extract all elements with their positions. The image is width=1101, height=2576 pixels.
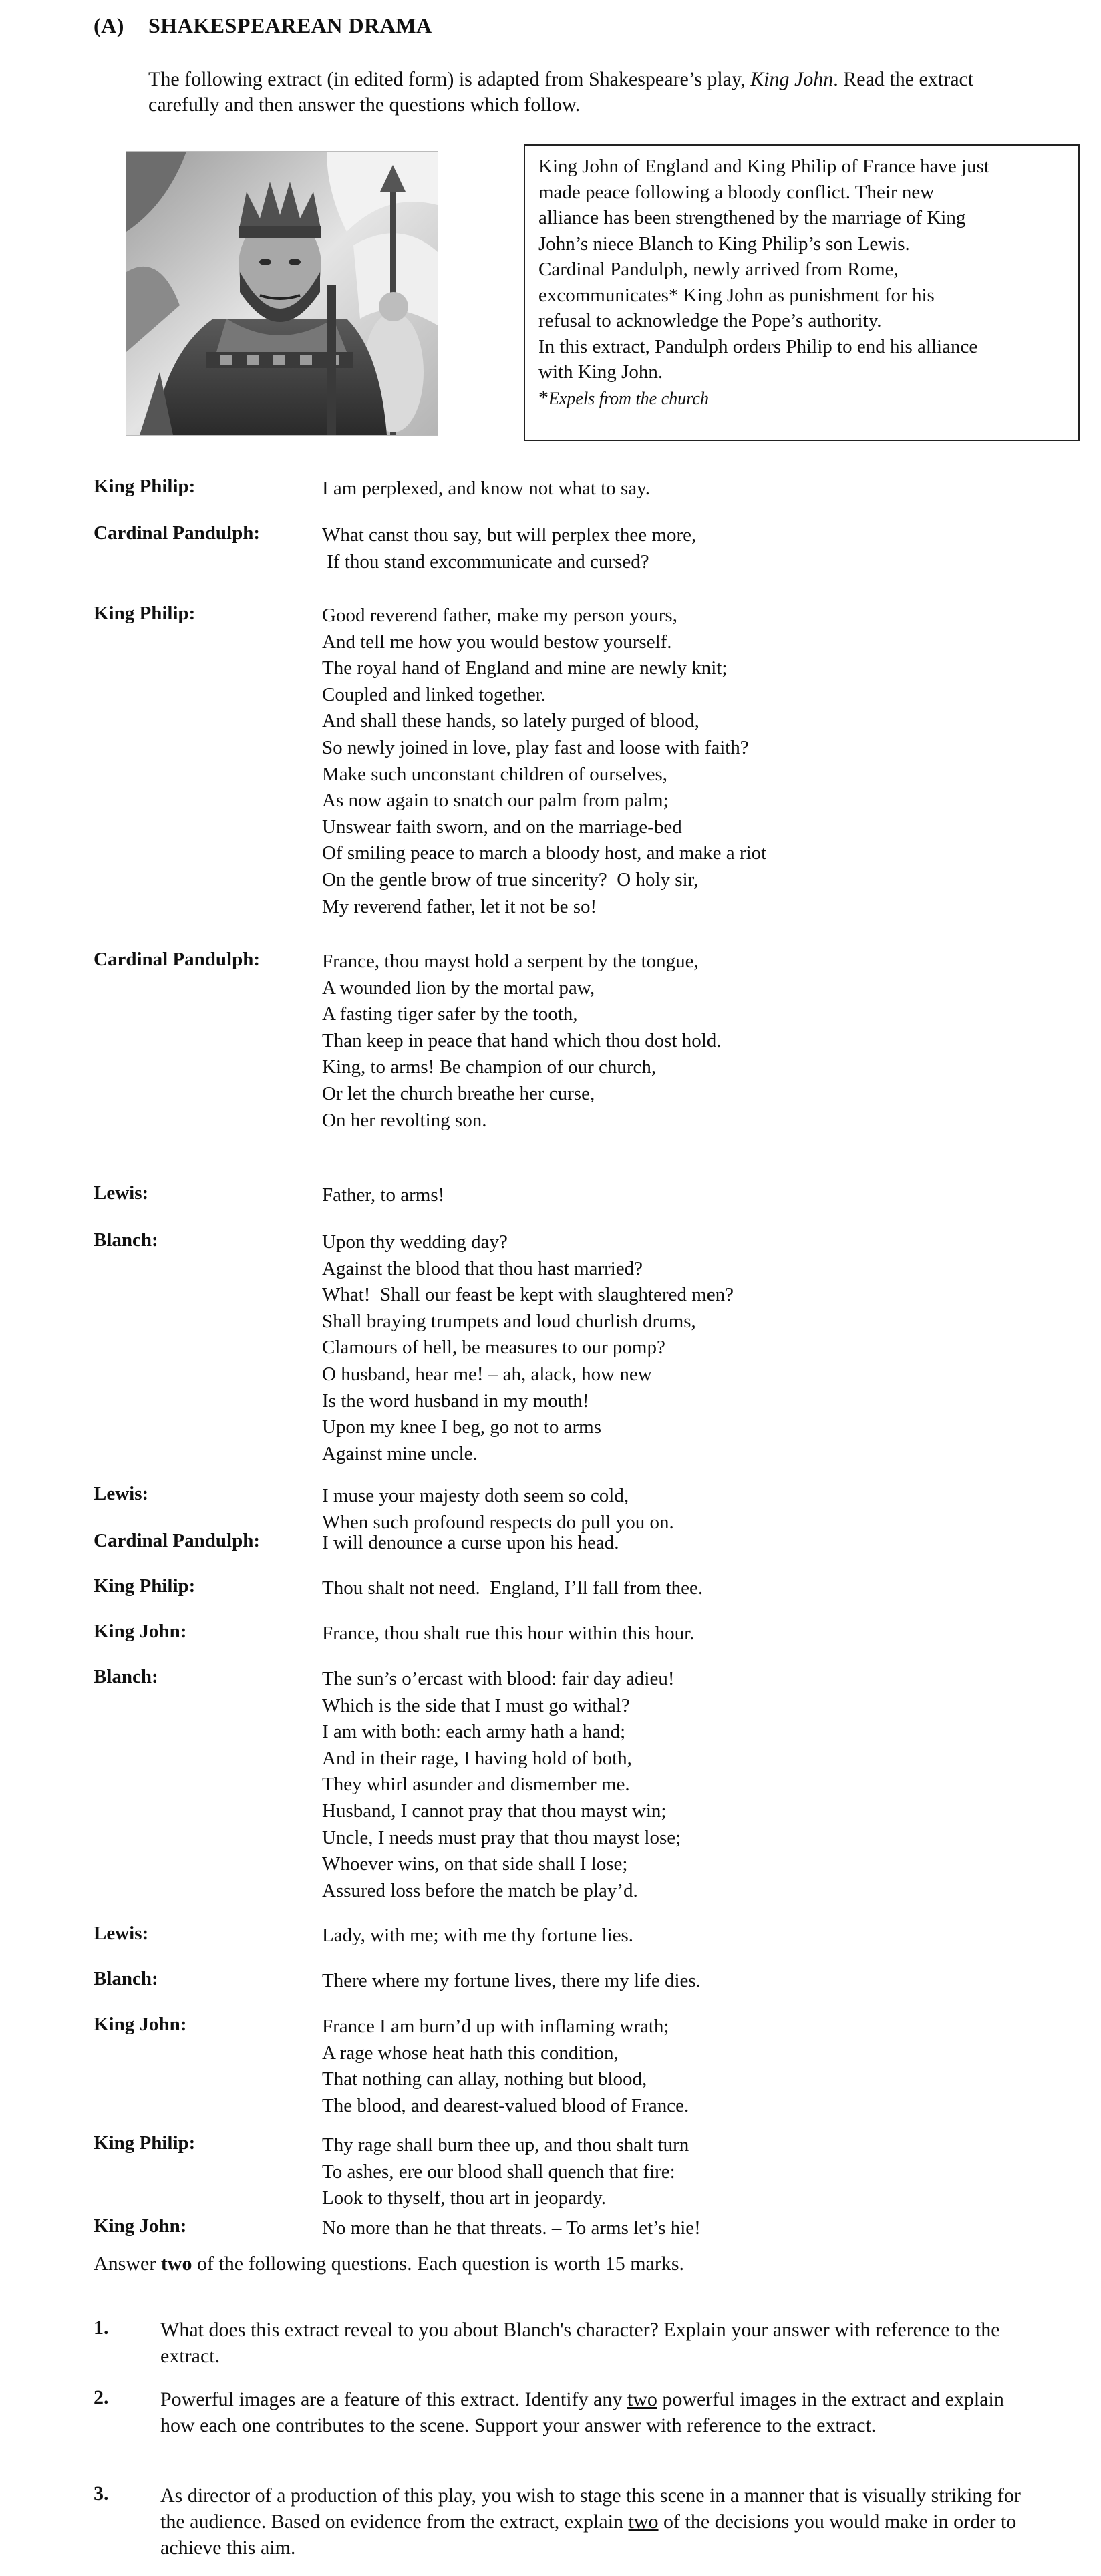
speech-line: And tell me how you would bestow yourself.	[322, 631, 672, 653]
speech-line: Against mine uncle.	[322, 1442, 478, 1464]
intro-text-after: . Read the extract carefully and then answer the questions which follow.	[148, 68, 974, 116]
speech-line: Coupled and linked together.	[322, 683, 546, 705]
intro-text-before: The following extract (in edited form) is adapted from Shakespeare’s play,	[148, 68, 751, 90]
context-footnote	[538, 385, 1065, 412]
question-number: 1.	[94, 2317, 109, 2339]
context-line: Cardinal Pandulph, newly arrived from Rome,	[538, 259, 899, 280]
speech-line: Is the word husband in my mouth!	[322, 1390, 589, 1412]
speech-line: Shall braying trumpets and loud churlish drums,	[322, 1310, 696, 1332]
speech-line: Upon my knee I beg, go not to arms	[322, 1416, 602, 1438]
speech-line: I am perplexed, and know not what to say.	[322, 478, 650, 499]
speech-line: And in their rage, I having hold of both,	[322, 1747, 632, 1769]
speech-line: If thou stand excommunicate and cursed?	[322, 550, 649, 573]
speaker-name: Cardinal Pandulph:	[94, 522, 261, 544]
speech-line: The blood, and dearest-valued blood of France.	[322, 2094, 689, 2116]
speech-line: On the gentle brow of true sincerity? O holy sir,	[322, 869, 699, 891]
speaker-name: King Philip:	[94, 603, 196, 624]
section-label: (A)	[94, 13, 124, 37]
speaker-name: Lewis:	[94, 1923, 149, 1944]
question-text-part: As director of a production of this play, you wish to stage this scene in a manner that is visually striking for the audience. Based on evidence from the extract, explain	[160, 2484, 1021, 2533]
speech-line: I am with both: each army hath a hand;	[322, 1721, 626, 1743]
speech-line: As now again to snatch our palm from palm;	[322, 790, 669, 812]
play-title: King John	[750, 68, 834, 90]
question-text	[160, 2317, 1022, 2369]
speaker-name: Lewis:	[94, 1182, 149, 1204]
speech-line: There where my fortune lives, there my life dies.	[322, 1970, 701, 1991]
speech-line: So newly joined in love, play fast and loose with faith?	[322, 737, 749, 758]
speech-line: I muse your majesty doth seem so cold,	[322, 1485, 629, 1506]
question-text-part: Powerful images are a feature of this extract. Identify any	[160, 2388, 627, 2410]
speech-line: Good reverend father, make my person yours,	[322, 605, 677, 626]
speech-line: Thou shalt not need. England, I’ll fall from thee.	[322, 1577, 703, 1599]
speech-line: Against the blood that thou hast married?	[322, 1257, 643, 1279]
speaker-name: King Philip:	[94, 1575, 196, 1597]
context-line: made peace following a bloody conflict. Their new	[538, 181, 935, 203]
context-box	[524, 144, 1080, 441]
speaker-name: King John:	[94, 2215, 187, 2237]
question-text	[160, 2386, 1022, 2438]
speech-line: The sun’s o’ercast with blood: fair day adieu!	[322, 1668, 675, 1689]
speech-line: What! Shall our feast be kept with slaughtered men?	[322, 1284, 734, 1306]
question-text-part: of the decisions you would make in order to achieve this aim.	[160, 2511, 1017, 2559]
king-illustration-icon	[126, 152, 438, 435]
instructions-after: of the following questions. Each question is worth 15 marks.	[192, 2253, 685, 2275]
speaker-name: King Philip:	[94, 2132, 196, 2154]
speech-line: When such profound respects do pull you on.	[322, 1511, 674, 1533]
context-line: alliance has been strengthened by the marriage of King	[538, 207, 966, 228]
speech-line: The royal hand of England and mine are newly knit;	[322, 657, 728, 679]
speaker-name: King John:	[94, 1621, 187, 1642]
speech-line: Than keep in peace that hand which thou dost hold.	[322, 1029, 722, 1052]
intro-paragraph	[148, 67, 1030, 118]
speech-line: Look to thyself, thou art in jeopardy.	[322, 2187, 606, 2209]
speech-line: A fasting tiger safer by the tooth,	[322, 1003, 578, 1025]
speaker-name: Lewis:	[94, 1483, 149, 1504]
context-line: In this extract, Pandulph orders Philip to end his alliance	[538, 335, 978, 357]
speech-line: France, thou mayst hold a serpent by the tongue,	[322, 951, 699, 972]
speech-line: France I am burn’d up with inflaming wrath;	[322, 2016, 669, 2037]
speech-line: Assured loss before the match be play’d.	[322, 1879, 638, 1901]
speech-line: I will denounce a curse upon his head.	[322, 1532, 619, 1553]
speaker-name: Blanch:	[94, 1968, 158, 1989]
instructions-emphasis: two	[160, 2253, 192, 2275]
speech-line: King, to arms! Be champion of our church,	[322, 1056, 657, 1078]
speech-line: Thy rage shall burn thee up, and thou shalt turn	[322, 2134, 689, 2156]
speech-line: France, thou shalt rue this hour within this hour.	[322, 1623, 695, 1644]
context-line: John’s niece Blanch to King Philip’s son Lewis.	[538, 232, 910, 255]
speech-line: And shall these hands, so lately purged of blood,	[322, 710, 699, 732]
speech-line: Unswear faith sworn, and on the marriage-bed	[322, 816, 682, 838]
footnote-star: *	[538, 386, 548, 409]
context-line: refusal to acknowledge the Pope’s authority.	[538, 310, 882, 331]
speech-line: Make such unconstant children of ourselves,	[322, 763, 668, 785]
speech-line: Uncle, I needs must pray that thou mayst lose;	[322, 1826, 681, 1848]
section-heading	[94, 13, 432, 38]
speaker-name: Blanch:	[94, 1666, 158, 1687]
footnote-text: Expels from the church	[548, 388, 709, 408]
context-line: with King John.	[538, 361, 663, 383]
speaker-name: King Philip:	[94, 476, 196, 497]
speech-line: What canst thou say, but will perplex thee more,	[322, 524, 697, 546]
speech-line: Which is the side that I must go withal?	[322, 1694, 630, 1716]
speech-line: A rage whose heat hath this condition,	[322, 2042, 619, 2064]
speech-line: Upon thy wedding day?	[322, 1231, 508, 1253]
answer-instructions	[94, 2253, 684, 2275]
question-text	[160, 2482, 1022, 2561]
speech-line: Father, to arms!	[322, 1184, 445, 1206]
section-title: SHAKESPEAREAN DRAMA	[148, 13, 432, 37]
speech-line: They whirl asunder and dismember me.	[322, 1774, 630, 1796]
question-emphasis: two	[628, 2511, 659, 2533]
speech-line: That nothing can allay, nothing but blood,	[322, 2068, 647, 2090]
speech-line: A wounded lion by the mortal paw,	[322, 977, 595, 999]
context-line: King John of England and King Philip of France have just	[538, 156, 989, 177]
speech-line: My reverend father, let it not be so!	[322, 895, 597, 917]
speech-line: To ashes, ere our blood shall quench that fire:	[322, 2160, 675, 2183]
question-emphasis: two	[627, 2388, 657, 2410]
speech-line: Clamours of hell, be measures to our pomp?	[322, 1337, 665, 1359]
king-john-illustration	[126, 151, 438, 436]
speech-line: O husband, hear me! – ah, alack, how new	[322, 1363, 652, 1385]
speech-line: Whoever wins, on that side shall I lose;	[322, 1853, 628, 1875]
speaker-name: King John:	[94, 2014, 187, 2035]
speech-line: Or let the church breathe her curse,	[322, 1083, 595, 1104]
speech-line: On her revolting son.	[322, 1109, 487, 1131]
context-line: excommunicates* King John as punishment for his	[538, 284, 935, 306]
speaker-name: Blanch:	[94, 1229, 158, 1251]
speech-line: Husband, I cannot pray that thou mayst win;	[322, 1800, 667, 1822]
speech-line: Lady, with me; with me thy fortune lies.	[322, 1925, 634, 1946]
speech-line: No more than he that threats. – To arms let’s hie!	[322, 2217, 701, 2239]
speaker-name: Cardinal Pandulph:	[94, 1530, 261, 1551]
question-number: 3.	[94, 2482, 109, 2505]
question-number: 2.	[94, 2386, 109, 2408]
question-text-part: What does this extract reveal to you about Blanch's character? Explain your answer with reference to the extract.	[160, 2319, 1000, 2367]
instructions-before: Answer	[94, 2253, 161, 2275]
speaker-name: Cardinal Pandulph:	[94, 949, 261, 970]
question-text-part: powerful images in the extract and explain how each one contributes to the scene. Support your answer with reference to the extract.	[160, 2388, 1004, 2436]
speech-line: Of smiling peace to march a bloody host, and make a riot	[322, 842, 767, 864]
